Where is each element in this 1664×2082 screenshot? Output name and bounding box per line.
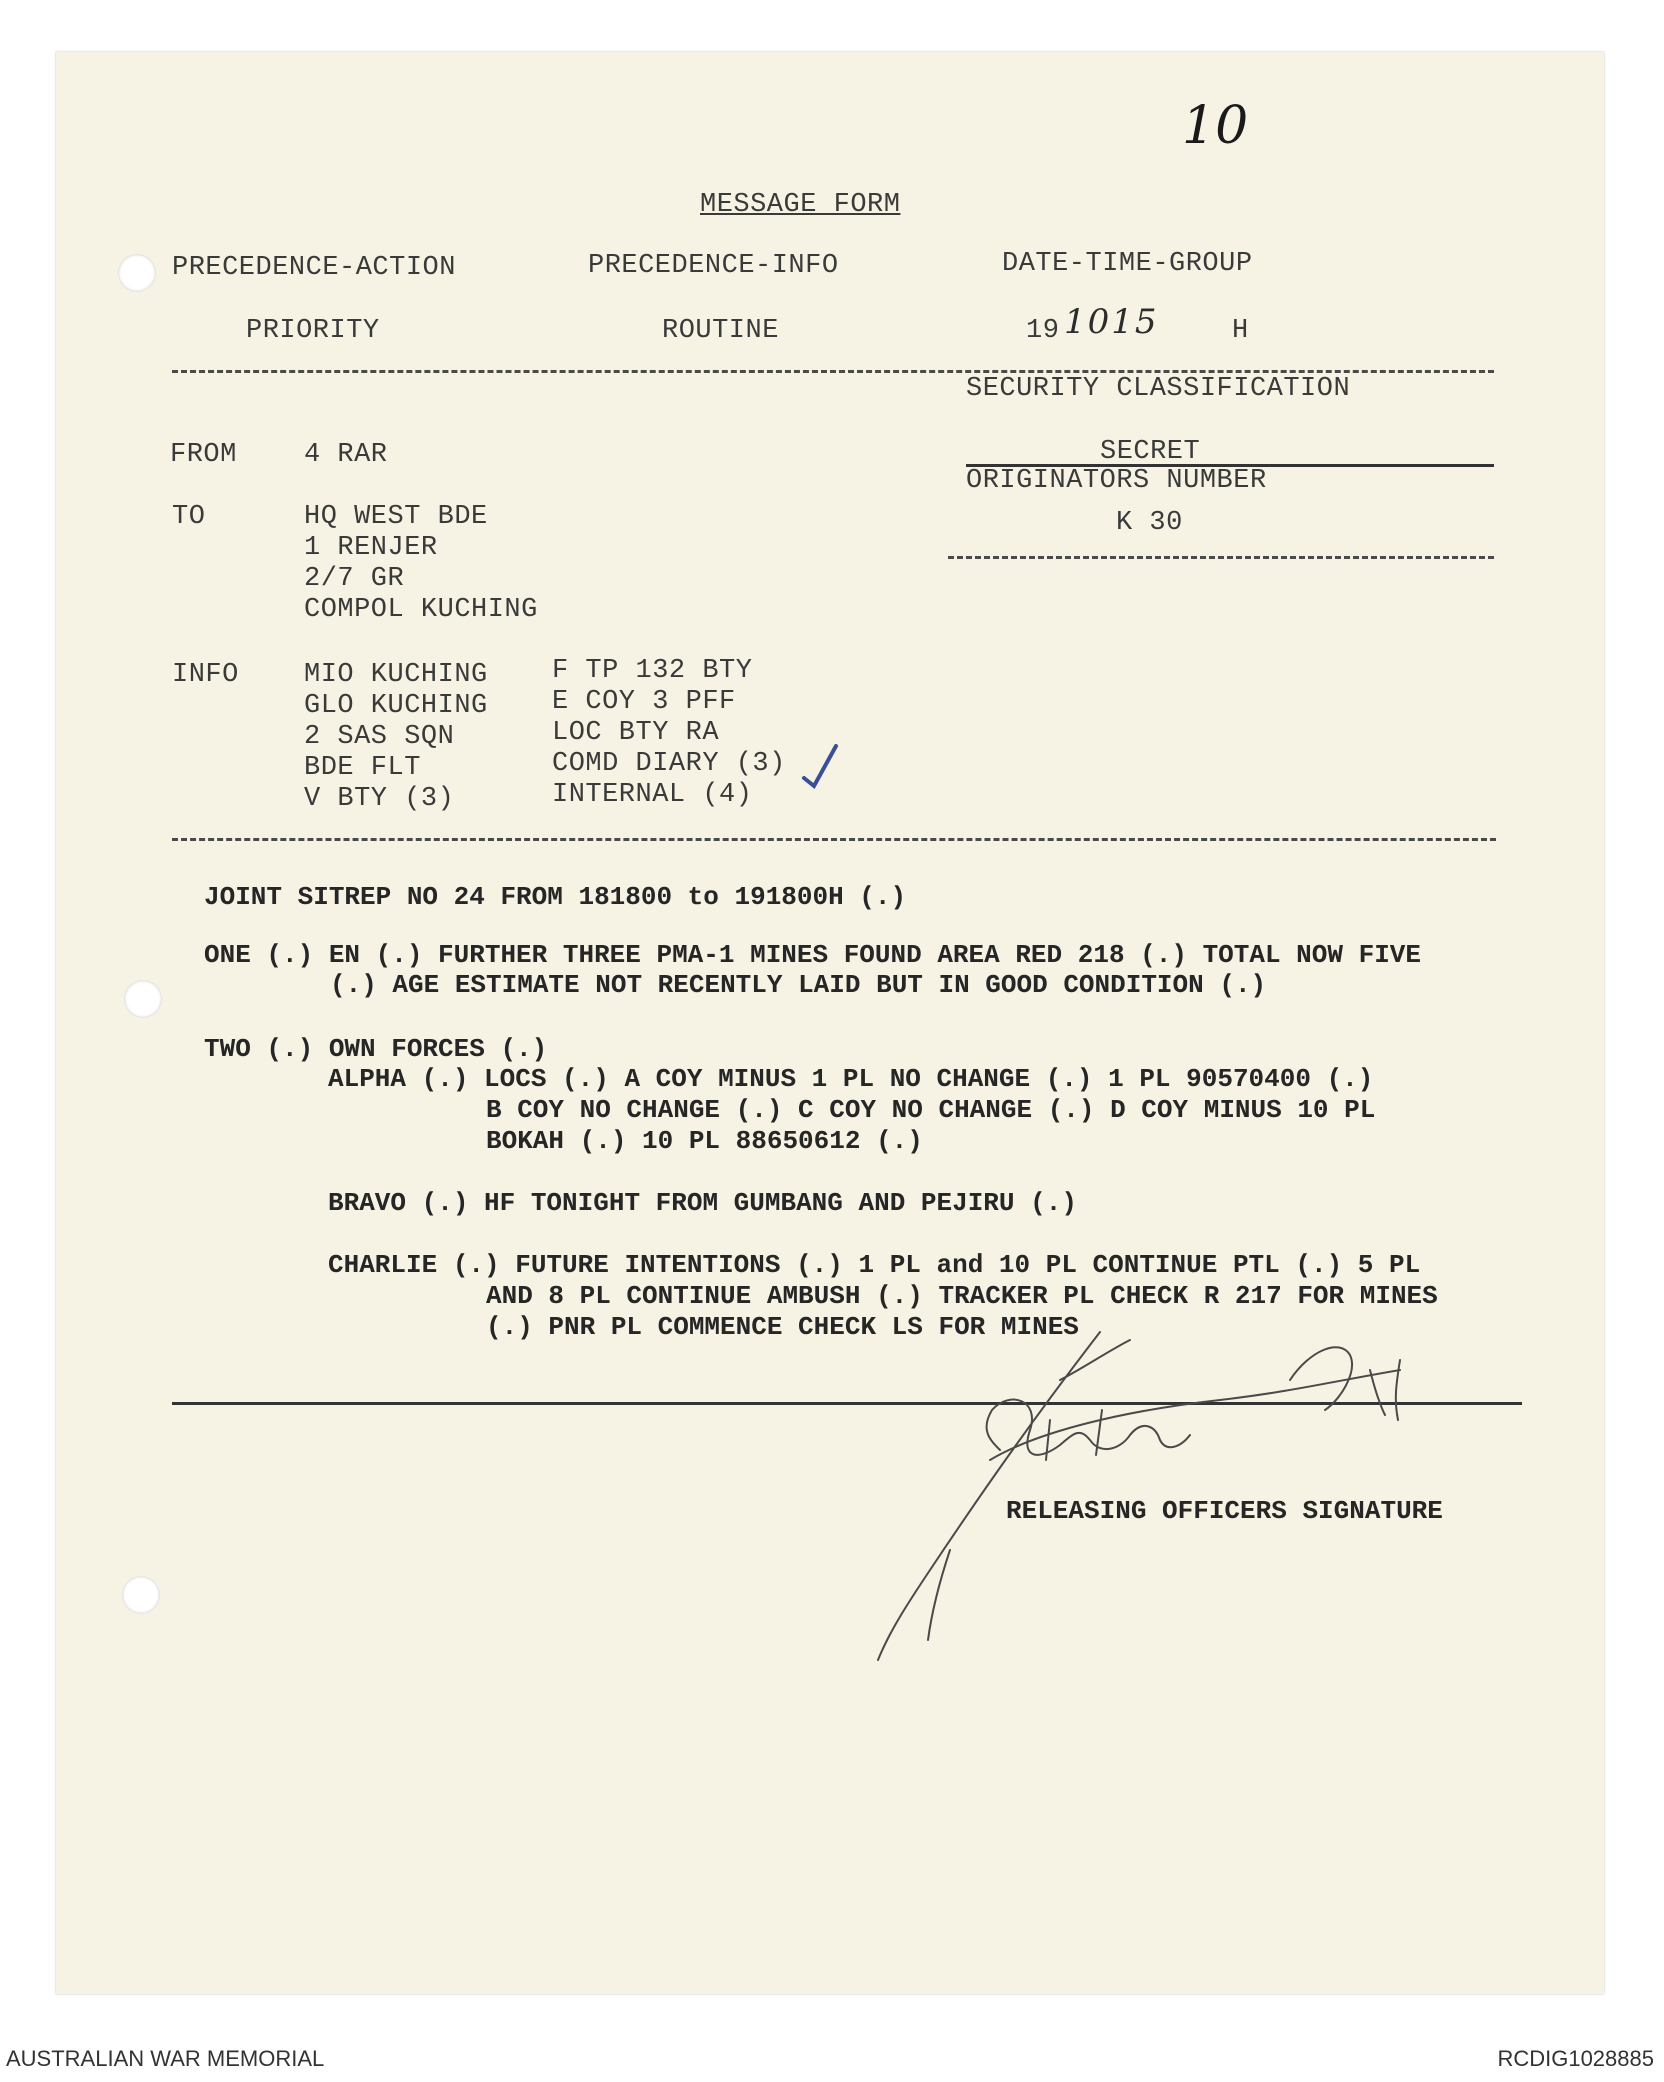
handwritten-annotation: 10 xyxy=(1182,96,1249,156)
message-line: ONE (.) EN (.) FURTHER THREE PMA-1 MINES FOUND AREA RED 218 (.) TOTAL NOW FIVE xyxy=(204,940,1421,970)
punch-hole-bottom xyxy=(122,1576,160,1614)
message-line: B COY NO CHANGE (.) C COY NO CHANGE (.) D COY MINUS 10 PL xyxy=(486,1095,1376,1125)
message-line: (.) PNR PL COMMENCE CHECK LS FOR MINES xyxy=(486,1312,1079,1342)
releasing-officer-signature-label: RELEASING OFFICERS SIGNATURE xyxy=(1006,1496,1443,1526)
originator-divider xyxy=(948,556,1494,559)
dtg-label: DATE-TIME-GROUP xyxy=(1002,249,1253,279)
check-mark-icon xyxy=(800,742,840,792)
precedence-info-value: ROUTINE xyxy=(662,316,779,346)
handwritten-signature xyxy=(870,1310,1550,1670)
to-address: 1 RENJER xyxy=(304,533,438,563)
message-line: (.) AGE ESTIMATE NOT RECENTLY LAID BUT IN GOOD CONDITION (.) xyxy=(330,970,1267,1000)
from-value: 4 RAR xyxy=(304,440,388,470)
info-address: GLO KUCHING xyxy=(304,691,488,721)
message-line: TWO (.) OWN FORCES (.) xyxy=(204,1034,548,1064)
message-line: BOKAH (.) 10 PL 88650612 (.) xyxy=(486,1126,923,1156)
punch-hole-middle xyxy=(124,980,162,1018)
info-address: MIO KUCHING xyxy=(304,660,488,690)
punch-hole-top xyxy=(118,254,156,292)
message-line: BRAVO (.) HF TONIGHT FROM GUMBANG AND PEJIRU (.) xyxy=(328,1188,1077,1218)
originator-number-label: ORIGINATORS NUMBER xyxy=(966,466,1267,496)
to-label: TO xyxy=(172,502,206,532)
info-address: INTERNAL (4) xyxy=(552,780,753,810)
info-address: BDE FLT xyxy=(304,753,421,783)
to-address: HQ WEST BDE xyxy=(304,502,488,532)
message-line: ALPHA (.) LOCS (.) A COY MINUS 1 PL NO CHANGE (.) 1 PL 90570400 (.) xyxy=(328,1064,1374,1094)
footer-source: AUSTRALIAN WAR MEMORIAL xyxy=(6,2046,325,2071)
info-address: COMD DIARY (3) xyxy=(552,749,786,779)
to-address: COMPOL KUCHING xyxy=(304,595,538,625)
security-classification-label: SECURITY CLASSIFICATION xyxy=(966,374,1351,404)
message-line: AND 8 PL CONTINUE AMBUSH (.) TRACKER PL CHECK R 217 FOR MINES xyxy=(486,1281,1438,1311)
dtg-time-handwritten: 1015 xyxy=(1064,302,1159,342)
precedence-info-label: PRECEDENCE-INFO xyxy=(588,251,839,281)
footer-record-id: RCDIG1028885 xyxy=(1497,2046,1654,2071)
info-label: INFO xyxy=(172,660,239,690)
info-address: V BTY (3) xyxy=(304,784,455,814)
info-address: E COY 3 PFF xyxy=(552,687,736,717)
address-divider xyxy=(172,838,1496,841)
to-address: 2/7 GR xyxy=(304,564,405,594)
message-heading: JOINT SITREP NO 24 FROM 181800 to 191800H (.) xyxy=(204,882,907,912)
info-address: F TP 132 BTY xyxy=(552,656,753,686)
header-divider xyxy=(172,370,1494,373)
from-label: FROM xyxy=(170,440,237,470)
form-title: MESSAGE FORM xyxy=(700,190,901,220)
info-address: LOC BTY RA xyxy=(552,718,720,748)
info-address: 2 SAS SQN xyxy=(304,722,455,752)
precedence-action-value: PRIORITY xyxy=(246,316,380,346)
security-classification-value: SECRET xyxy=(1100,437,1201,467)
message-line: CHARLIE (.) FUTURE INTENTIONS (.) 1 PL and 10 PL CONTINUE PTL (.) 5 PL xyxy=(328,1250,1421,1280)
precedence-action-label: PRECEDENCE-ACTION xyxy=(172,253,456,283)
dtg-day: 19 xyxy=(1026,316,1060,346)
originator-number-value: K 30 xyxy=(1116,508,1183,538)
dtg-suffix: H xyxy=(1232,316,1249,346)
